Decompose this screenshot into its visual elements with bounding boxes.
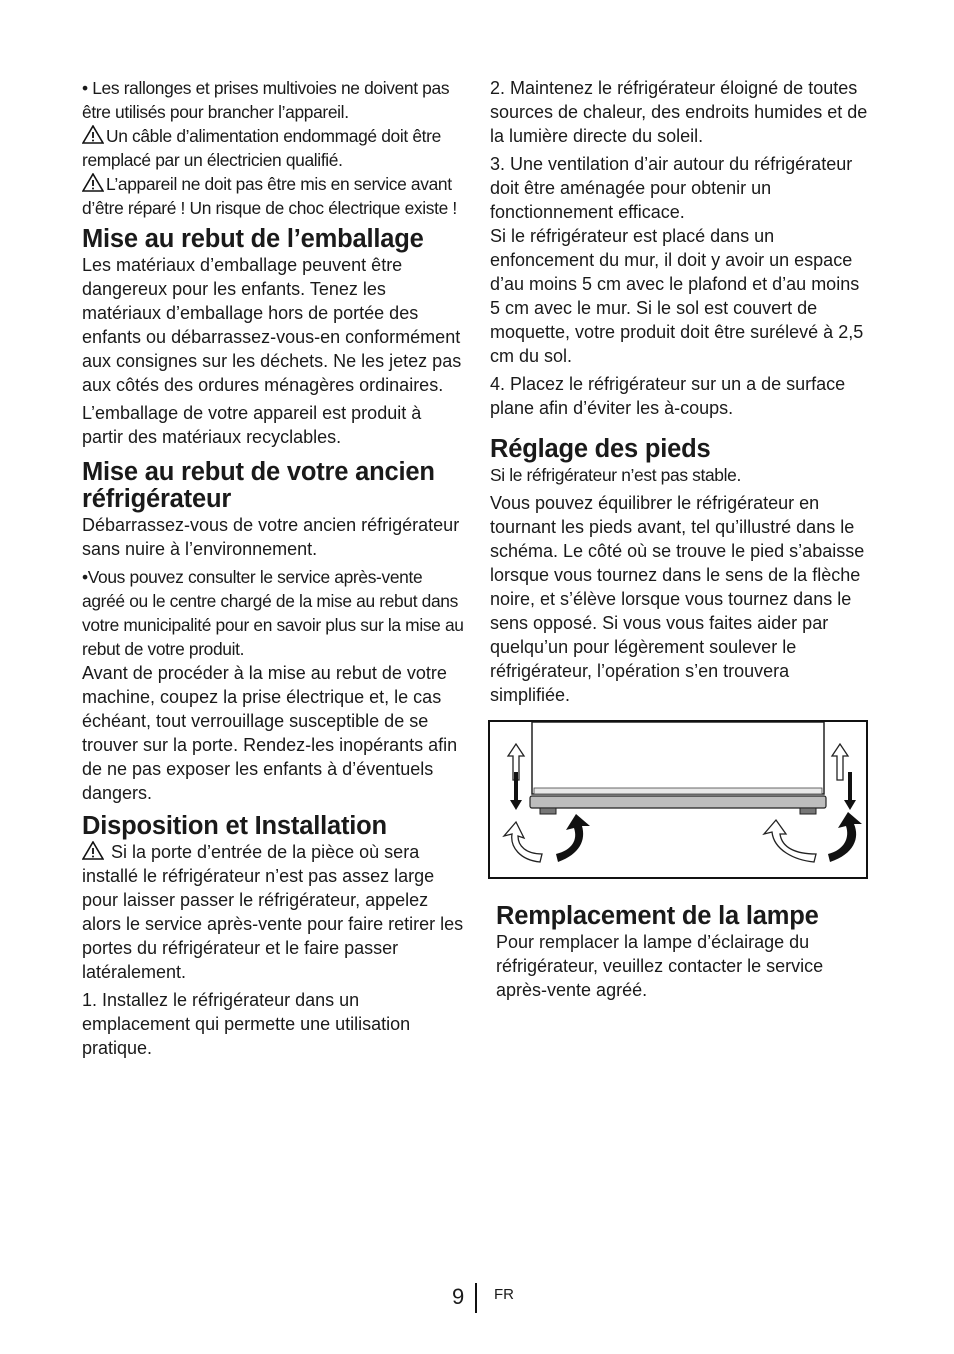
step-3-detail: Si le réfrigérateur est placé dans un enfoncement du mur, il doit y avoir un espace d’au moins 5 cm avec le plafond et d’au moins 5 cm avec le mur. Si le sol est couvert de moquette, votre produit doit être surélevé à 2,5 cm du sol.	[490, 226, 864, 366]
feet-para-2: Vous pouvez équilibrer le réfrigérateur en tournant les pieds avant, tel qu’illustré dans le schéma. Le côté où se trouve le pied s’abaisse lorsque vous tournez dans le sens de la flèche noire, et s’élève lorsque vous tournez dans le sens opposé. Si vous vous faites aider par quelqu’un pour légèrement soulever le réfrigérateur, l’opération s’en trouvera simplifiée.	[490, 493, 865, 705]
step-2: 2. Maintenez le réfrigérateur éloigné de toutes sources de chaleur, des endroits humides et de la lumière directe du soleil.	[490, 78, 868, 146]
feet-adjustment-illustration	[488, 720, 868, 879]
warning-triangle-icon	[82, 173, 104, 192]
old-fridge-para-2: Avant de procéder à la mise au rebut de votre machine, coupez la prise électrique et, le cas échéant, tout verrouillage susceptible de se trouver sur la porte. Rendez-les inopérants afin de ne pas exposer les enfants à d’éventuels dangers.	[82, 663, 458, 803]
heading-lamp: Remplacement de la lampe	[496, 902, 819, 930]
left-column	[82, 76, 464, 1060]
bullet-outlets: • Les rallonges et prises multivoies ne doivent pas être utilisés pour brancher l’appareil.	[82, 78, 450, 122]
installation-step-1: 1. Installez le réfrigérateur dans un emplacement qui permette une utilisation pratique.	[82, 990, 411, 1058]
warning-triangle-icon	[82, 841, 104, 860]
language-code: FR	[494, 1286, 514, 1303]
feet-para-1: Si le réfrigérateur n’est pas stable.	[490, 465, 741, 485]
warning-repair-text: L’appareil ne doit pas être mis en service avant d’être réparé ! Un risque de choc électrique existe !	[82, 174, 457, 218]
heading-packaging: Mise au rebut de l’emballage	[82, 225, 424, 253]
warning-door-text: Si la porte d’entrée de la pièce où sera installé le réfrigérateur n’est pas assez large pour laisser passer le réfrigérateur, appelez alors le service après-vente pour faire retirer les portes du réfrigérateur et le faire passer latéralement.	[82, 842, 464, 982]
warning-cable-text: Un câble d’alimentation endommagé doit être remplacé par un électricien qualifié.	[82, 126, 441, 170]
heading-feet: Réglage des pieds	[490, 435, 711, 463]
lamp-para: Pour remplacer la lampe d’éclairage du réfrigérateur, veuillez contacter le service après-vente agréé.	[496, 932, 824, 1000]
heading-old-fridge: Mise au rebut de votre ancien réfrigérateur	[82, 458, 435, 513]
footer-divider	[475, 1283, 477, 1313]
old-fridge-para-1: Débarrassez-vous de votre ancien réfrigérateur sans nuire à l’environnement.	[82, 515, 460, 559]
old-fridge-bullet: •Vous pouvez consulter le service après-vente agréé ou le centre chargé de la mise au rebut dans votre municipalité pour en savoir plus sur la mise au rebut de votre produit.	[82, 567, 464, 659]
step-4: 4. Placez le réfrigérateur sur un a de surface plane afin d’éviter les à-coups.	[490, 374, 846, 418]
heading-installation: Disposition et Installation	[82, 812, 387, 840]
page-number: 9	[452, 1284, 465, 1309]
step-3: 3. Une ventilation d’air autour du réfrigérateur doit être aménagée pour obtenir un fonctionnement efficace.	[490, 154, 853, 222]
warning-triangle-icon	[82, 125, 104, 144]
packaging-para-1: Les matériaux d’emballage peuvent être dangereux pour les enfants. Tenez les matériaux d’emballage hors de portée des enfants ou débarrassez-vous-en conformément aux consignes sur les déchets. Ne les jetez pas aux côtés des ordures ménagères ordinaires.	[82, 255, 462, 395]
packaging-para-2: L’emballage de votre appareil est produit à partir des matériaux recyclables.	[82, 403, 422, 447]
